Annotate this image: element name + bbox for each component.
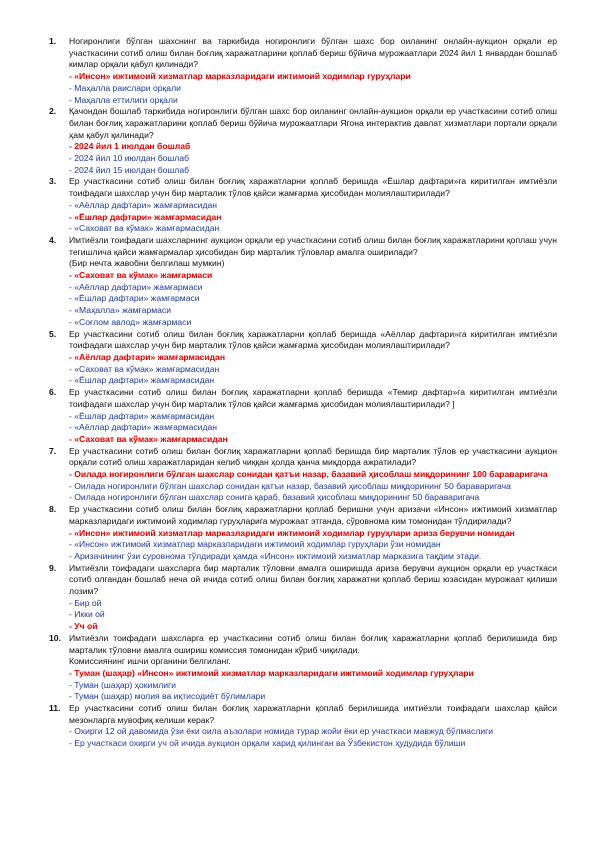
question-item [45,387,557,446]
answer-option: - «Ёшлар дафтари» жамғармаси [69,293,200,304]
answer-option: - «Соғлом авлод» жамғармаси [69,316,192,327]
question-item [45,703,557,750]
question-text: Ногиронлиги бўлган шахснинг ва таркибида ногиронлиги бўлган шахс бор оиланинг онлайн-аукцион орқали ер участкасини сотиб олиш билан боғлиқ харажатларини қоплаб бериш бўйича мурожаатлари 2024 йил 1 январдан бошлаб кимлар орқали қабул қилинади? [69,36,557,70]
answer-option: - Оилада ногиронлиги бўлган шахслар сонига қараб, базавий ҳисоблаш миқдорининг 50 бараваригача [69,492,480,503]
question-item [45,329,557,388]
question-item [45,106,557,176]
question-note: Комиссиянинг ишчи органини белгиланг. [69,656,231,667]
answer-option-correct: - «Инсон» ижтимоий хизматлар марказларидаги ижтимоий ходимлар гуруҳлари ариза берувчи номидан [69,527,515,538]
answer-option: - Оилада ногиронлиги бўлган шахслар сонидан қатъи назар, базавий ҳисоблаш миқдорининг 50 бараваригача [69,480,511,491]
answer-option: - 2024 йил 15 июлдан бошлаб [69,164,190,175]
answer-option: - «Ёшлар дафтари» жамғармасидан [69,375,215,386]
question-item [45,633,557,703]
answer-option: - «Ёшлар дафтари» жамғармасидан [69,410,215,421]
question-note: (Бир нечта жавобни белгилаш мумкин) [69,258,225,269]
answer-option: - «Инсон» ижтимоий хизматлар марказларидаги ижтимоий ходимлар гуруҳлари ўзи номидан [69,539,441,550]
answer-option-correct: - 2024 йил 1 июлдан бошлаб [69,141,191,152]
answer-option: - Маҳалла раислари орқали [69,82,181,93]
question-item [45,235,557,329]
question-text: Ер участкасини сотиб олиш билан боғлиқ харажатларни қоплаб беришни учун аризачи «Инсон» ижтимоий хизматлар марказларидаги ижтимоий ходимлар гуруҳларига мурожаат этганда, сўровнома ким томонидан тўлдирилади? [69,504,557,526]
question-text: Ер участкасини сотиб олиш билан боғлиқ харажатларни қоплаб беришда «Аёллар дафтари»га киритилган имтиёзли тоифадаги шахслар учун бир марталик тўлов қайси жамғарма ҳисобидан молиялаштирилади? [69,328,557,351]
question-number: 8. [49,504,57,515]
answer-option: - «Маҳалла» жамғармаси [69,305,172,316]
question-number: 1. [49,36,57,46]
answer-option: - Икки ой [69,609,105,620]
answer-option: - Ер участкаси охирги уч ой ичида аукцион орқали харид қилинган ва Ўзбекистон ҳудудида бўлиши [69,738,466,749]
question-number: 10. [49,632,61,643]
question-text: Ер участкасини сотиб олиш билан боғлиқ харажатларни қоплаб беришда бир марталик тўлов ер участкасини аукцион орқали сотиб олиш харажатларидан келиб чиққан ҳолда қанча миқдорда ажратилади? [69,445,557,468]
answer-option: - Бир ой [69,597,102,608]
question-text: Имтиёзли тоифадаги шахсларга бир марталик тўловни амалга оширишда ариза берувчи аукцион орқали ер участкаси сотиб олгандан бошлаб неча ой ичида сотиб олиш билан боғлиқ харажатни қоплаб бериш юзасидан мурожаат қилиши лозим? [69,562,557,597]
answer-option: - «Аёллар дафтари» жамғармаси [69,281,203,292]
answer-option: - «Аёллар дафтари» жамғармасидан [69,199,218,210]
answer-option-correct: - Оилада ногиронлиги бўлган шахслар сонидан қатъи назар, базавий ҳисоблаш миқдорининг 100 бараваригача [69,469,548,480]
answer-option-correct: - «Инсон» ижтимоий хизматлар марказларидаги ижтимоий ходимлар гуруҳлари [69,71,411,82]
question-item [45,504,557,563]
answer-option: - «Саховат ва кўмак» жамғармасидан [69,223,220,234]
answer-option: - Аризачининг ўзи суровнома тўлдиради ҳамда «Инсон» ижтимоий хизматлар марказига тақдим этади. [69,550,482,561]
answer-option-correct: - «Аёллар дафтари» жамғармасидан [69,351,226,362]
question-number: 5. [49,328,57,339]
answer-option-correct: - Туман (шаҳар) «Инсон» ижтимоий хизматлар марказларидаги ижтимоий ходимлар гуруҳлари [69,667,474,678]
answer-option: - Туман (шаҳар) ҳокимлиги [69,679,176,690]
question-text: Ер участкасини сотиб олиш билан боғлиқ харажатларни қоплаб беришда «Темир дафтар»га киритилган имтиёзли тоифадаги шахслар учун бир марталик тўлов қайси жамғарма ҳисобидан молиялаштирилади? ] [69,387,557,409]
answer-option: - 2024 йил 10 июлдан бошлаб [69,153,190,164]
answer-option-correct: - «Ёшлар дафтари» жамғармасидан [69,211,222,222]
answer-option-correct: - Уч ой [69,621,98,632]
answer-option-correct: - «Саховат ва кўмак» жамғармаси [69,270,213,281]
question-item [45,446,557,505]
answer-option-correct: - «Саховат ва кўмак» жамғармасидан [69,433,228,444]
question-text: Имтиёзли тоифадаги шахсларга ер участкасини сотиб олиш билан боғлиқ харажатларни қоплаб берилишида бир марталик тўловни амалга ошириш комиссия томонидан кўриб чиқилади. [69,632,557,655]
question-number: 4. [49,234,57,245]
answer-option: - Маҳалла еттилиги орқали [69,94,178,105]
question-item [45,36,557,106]
question-text: Ер участкасини сотиб олиш билан боғлиқ харажатларни қоплаб берилишида имтиёзли тоифадаги шахслар қайси мезонларга мувофиқ келиши керак? [69,703,557,725]
answer-option: - «Аёллар дафтари» жамғармасидан [69,422,218,433]
answer-option: - Охирги 12 ой давомида ўзи ёки оила аъзолари номида турар жойи ёки ер участкаси мавжуд бўлмаслиги [69,726,494,737]
question-number: 9. [49,562,57,573]
question-number: 6. [49,387,57,398]
question-text: Қачондан бошлаб таркибида ногиронлиги бўлган шахс бор оиланинг онлайн-аукцион орқали ер участкасини сотиб олиш билан боғлиқ харажатларини қоплаб бериш бўйича мурожаатлари Ягона интерактив давлат хизматлари портали орқали ҳам қабул қилинади? [69,106,557,140]
question-item [45,176,557,235]
question-text: Ер участкасини сотиб олиш билан боғлиқ харажатларни қоплаб беришда «Ёшлар дафтари»га киритилган имтиёзли тоифадаги шахслар учун бир марталик тўлов қайси жамғарма ҳисобидан молиялаштирилади? [69,176,557,199]
question-number: 11. [49,703,61,714]
answer-option: - Туман (шаҳар) молия ва иқтисодиёт бўлимлари [69,691,266,702]
question-number: 2. [49,106,57,117]
answer-option: - «Саховат ва кўмак» жамғармасидан [69,363,220,374]
question-text: Имтиёзли тоифадаги шахсларнинг аукцион орқали ер участкасини сотиб олиш билан боғлиқ харажатларини қоплаш учун тегишлича қайси жамғармалар ҳисобидан бир марталик тўловлар амалга оширилади? [69,234,557,257]
question-item [45,563,557,633]
question-number: 3. [49,176,57,187]
quiz-document [45,36,557,750]
question-number: 7. [49,445,57,456]
